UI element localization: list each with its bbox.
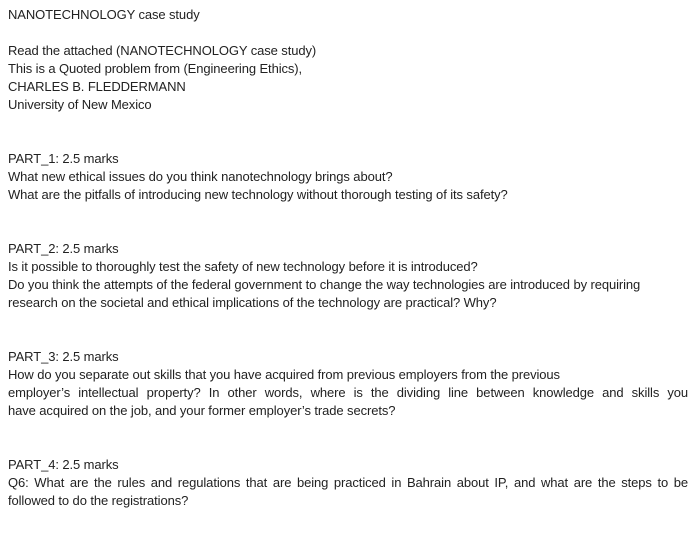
part-4-section	[8, 456, 688, 510]
part-1-heading: PART_1: 2.5 marks	[8, 151, 119, 166]
intro-university: University of New Mexico	[8, 97, 152, 112]
part-1-question: What are the pitfalls of introducing new technology without thorough testing of its safety?	[8, 187, 508, 202]
part-2-question: Is it possible to thoroughly test the safety of new technology before it is introduced?	[8, 259, 478, 274]
part-2-section	[8, 240, 688, 312]
part-3-question: How do you separate out skills that you have acquired from previous employers from the previous	[8, 367, 560, 382]
part-4-heading: PART_4: 2.5 marks	[8, 457, 119, 472]
spacer	[8, 204, 688, 240]
part-3-question: employer’s intellectual property? In other words, where is the dividing line between knowledge and skills you	[8, 385, 688, 400]
part-1-section	[8, 150, 688, 204]
spacer	[8, 420, 688, 456]
intro-line: Read the attached (NANOTECHNOLOGY case study)	[8, 43, 317, 58]
part-3-heading: PART_3: 2.5 marks	[8, 349, 119, 364]
spacer	[8, 114, 688, 150]
spacer	[8, 312, 688, 348]
document-title: NANOTECHNOLOGY case study	[8, 7, 200, 22]
part-4-question: Q6: What are the rules and regulations that are being practiced in Bahrain about IP, and what are the steps to be	[8, 475, 688, 490]
part-2-question: research on the societal and ethical implications of the technology are practical? Why?	[8, 295, 497, 310]
intro-author: CHARLES B. FLEDDERMANN	[8, 79, 186, 94]
part-3-section	[8, 348, 688, 420]
intro-line: This is a Quoted problem from (Engineering Ethics),	[8, 61, 303, 76]
part-2-heading: PART_2: 2.5 marks	[8, 241, 119, 256]
document-body	[8, 6, 688, 510]
intro-section	[8, 42, 688, 114]
spacer	[8, 24, 688, 42]
part-2-question: Do you think the attempts of the federal government to change the way technologies are introduced by requiring	[8, 277, 641, 292]
part-1-question: What new ethical issues do you think nanotechnology brings about?	[8, 169, 393, 184]
part-4-question: followed to do the registrations?	[8, 493, 189, 508]
part-3-question: have acquired on the job, and your former employer’s trade secrets?	[8, 403, 396, 418]
